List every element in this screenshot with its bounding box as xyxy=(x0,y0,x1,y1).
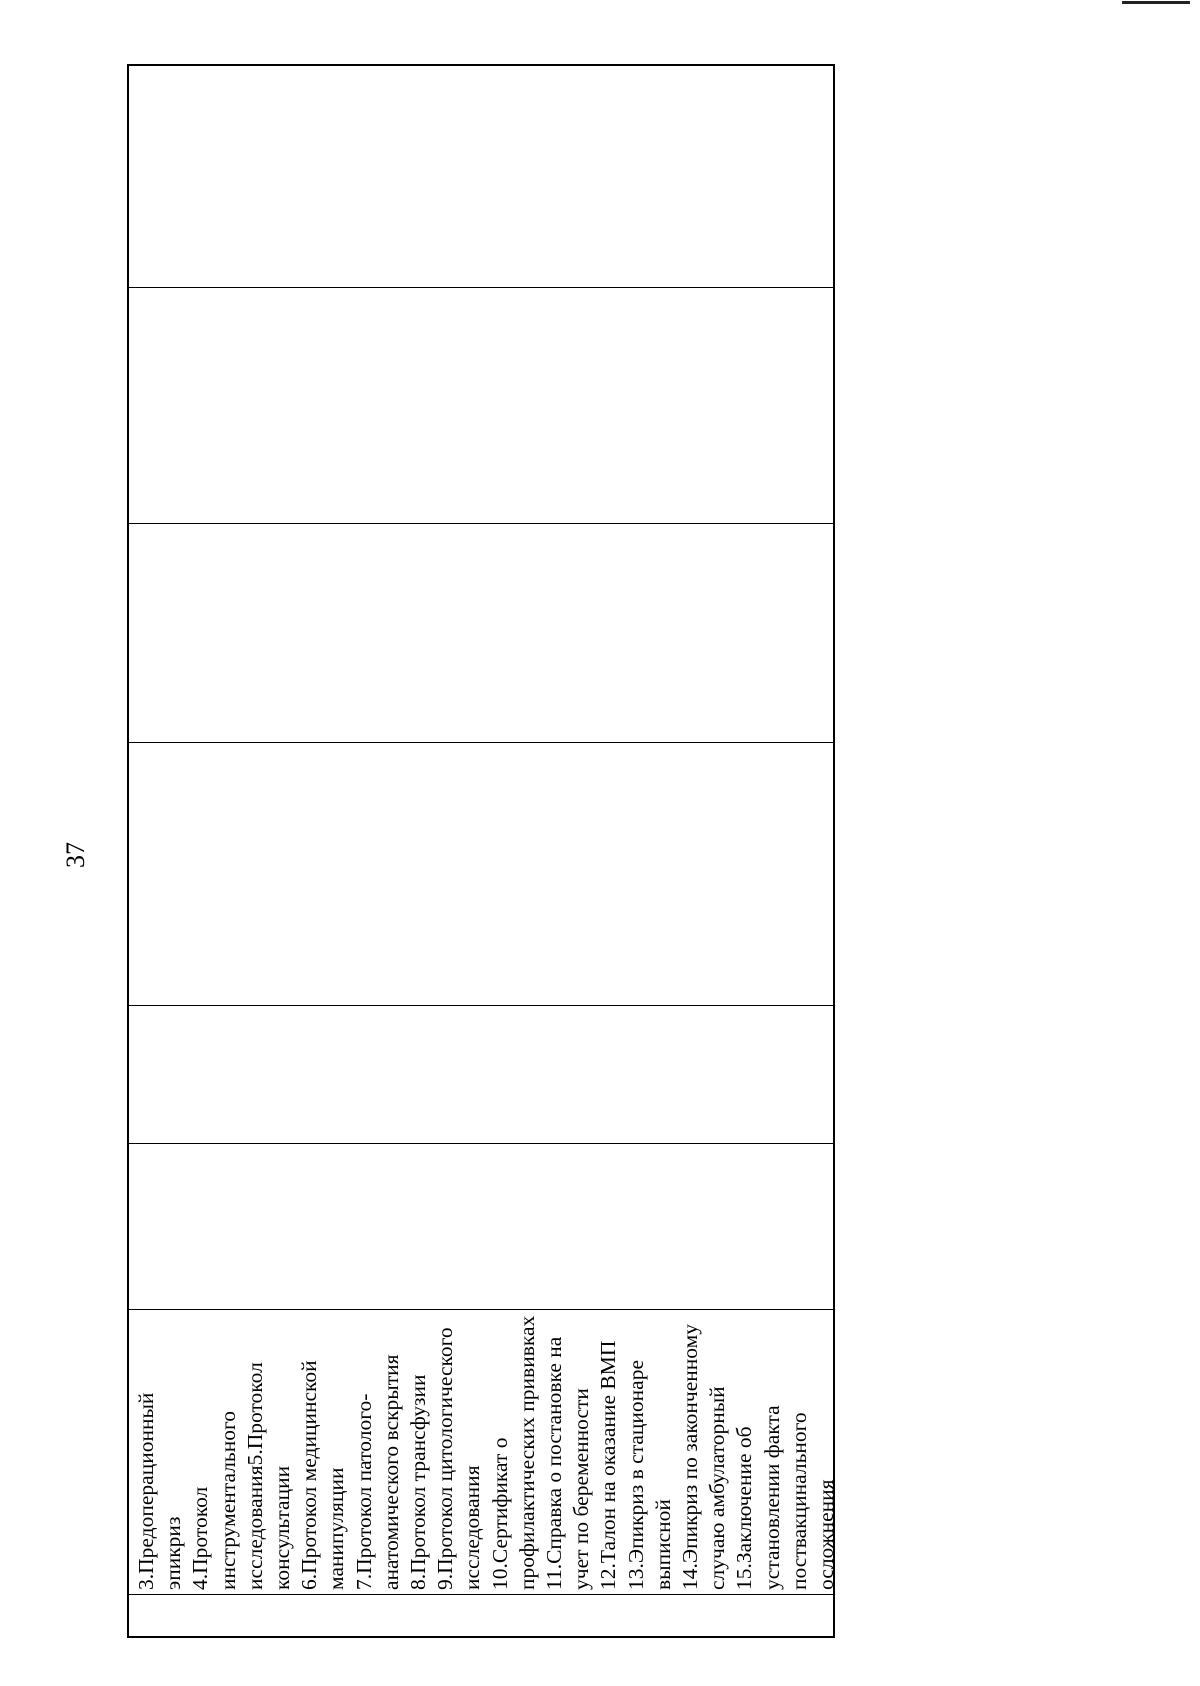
document-line: 13.Эпикриз в стационаре xyxy=(623,1359,648,1590)
document-line: профилактических прививках xyxy=(514,1315,539,1590)
document-line: исследования xyxy=(460,1465,485,1590)
table-cell-empty xyxy=(129,287,833,523)
document-line: поствакцинального xyxy=(786,1412,811,1590)
table-cell-number xyxy=(129,1594,833,1636)
document-line: осложнения xyxy=(814,1479,839,1590)
table-cell-empty xyxy=(129,1143,833,1309)
document-line: 6.Протокол медицинской xyxy=(297,1360,322,1590)
document-line: исследования5.Протокол xyxy=(242,1362,267,1590)
page-number: 37 xyxy=(61,842,90,868)
table-cell-documents xyxy=(129,1309,839,1594)
document-line: 12.Талон на оказание ВМП xyxy=(596,1340,621,1590)
document-line: установлении факта xyxy=(759,1405,784,1590)
document-line: 15.Заключение об xyxy=(732,1426,757,1590)
document-line: 7.Протокол патолого- xyxy=(351,1393,376,1590)
document-line: 9.Протокол цитологического xyxy=(433,1327,458,1590)
table-cell-empty xyxy=(129,742,833,1005)
document-line: 8.Протокол трансфузии xyxy=(406,1374,431,1590)
document-line: эпикриз xyxy=(161,1516,186,1590)
scan-edge-mark xyxy=(1122,1,1190,4)
document-line: выписной xyxy=(650,1499,675,1590)
continuation-table xyxy=(127,64,839,1638)
table-cell-empty xyxy=(129,62,833,287)
document-line: манипуляции xyxy=(324,1467,349,1590)
document-line: 11.Справка о постановке на xyxy=(542,1336,567,1590)
documents-list xyxy=(129,1310,840,1594)
document-line: инструментального xyxy=(215,1410,240,1590)
document-line: учет по беременности xyxy=(569,1388,594,1590)
document-line: 3.Предоперационный xyxy=(134,1392,158,1590)
document-line: консультации xyxy=(270,1465,295,1590)
document-line: 10.Сертификат о xyxy=(487,1437,512,1590)
document-line: 4.Протокол xyxy=(188,1486,213,1590)
document-line: случаю амбулаторный xyxy=(705,1386,730,1590)
document-line: 14.Эпикриз по законченному xyxy=(678,1324,703,1590)
table-cell-empty xyxy=(129,1005,833,1143)
document-line: анатомического вскрытия xyxy=(378,1354,403,1590)
table-cell-empty xyxy=(129,523,833,742)
